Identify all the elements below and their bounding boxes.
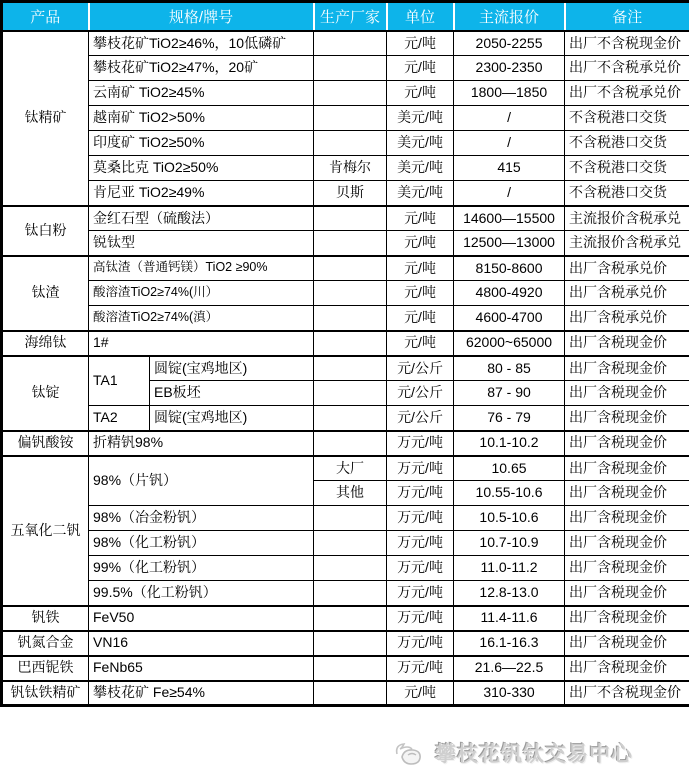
price-cell: / [454, 106, 565, 131]
col-header-note: 备注 [565, 2, 689, 31]
spec-cell: 云南矿 TiO2≥45% [89, 81, 314, 106]
table-row [2, 106, 689, 131]
price-cell: 80 - 85 [454, 356, 565, 381]
price-cell: 10.1-10.2 [454, 431, 565, 456]
spec-cell: EB板坯 [150, 381, 314, 406]
manufacturer-cell: 肯梅尔 [314, 156, 387, 181]
table-row [2, 681, 689, 706]
manufacturer-cell: 大厂 [314, 456, 387, 481]
manufacturer-cell [314, 331, 387, 356]
spec-cell: 98%（化工粉钒） [89, 531, 314, 556]
note-cell: 主流报价含税承兑 [565, 231, 689, 256]
unit-cell: 美元/吨 [387, 156, 454, 181]
watermark [392, 738, 633, 768]
price-cell: 10.55-10.6 [454, 481, 565, 506]
spec-cell: VN16 [89, 631, 314, 656]
spec-cell: 圆锭(宝鸡地区) [150, 406, 314, 431]
dove-logo-icon [392, 739, 430, 767]
note-cell: 出厂含税现金价 [565, 381, 689, 406]
spec-cell: 肯尼亚 TiO2≥49% [89, 181, 314, 206]
manufacturer-cell [314, 306, 387, 331]
unit-cell: 万元/吨 [387, 606, 454, 631]
note-cell: 出厂含税承兑价 [565, 306, 689, 331]
manufacturer-cell [314, 106, 387, 131]
price-cell: 10.65 [454, 456, 565, 481]
note-cell: 出厂不含税现金价 [565, 31, 689, 56]
unit-cell: 元/吨 [387, 81, 454, 106]
manufacturer-cell [314, 431, 387, 456]
unit-cell: 元/公斤 [387, 356, 454, 381]
product-cell: 钛锭 [2, 356, 89, 431]
unit-cell: 万元/吨 [387, 531, 454, 556]
unit-cell: 万元/吨 [387, 431, 454, 456]
grade-cell: TA1 [89, 356, 150, 406]
manufacturer-cell [314, 631, 387, 656]
note-cell: 出厂含税现金价 [565, 456, 689, 481]
price-cell: 76 - 79 [454, 406, 565, 431]
unit-cell: 元/吨 [387, 56, 454, 81]
table-row [2, 281, 689, 306]
spec-cell: 高钛渣（普通钙镁）TiO2 ≥90% [89, 256, 314, 281]
price-cell: 4600-4700 [454, 306, 565, 331]
manufacturer-cell [314, 531, 387, 556]
header-row [2, 2, 689, 31]
note-cell: 主流报价含税承兑 [565, 206, 689, 231]
note-cell: 出厂含税现金价 [565, 581, 689, 606]
product-cell: 五氧化二钒 [2, 456, 89, 606]
spec-cell: 攀枝花矿 Fe≥54% [89, 681, 314, 706]
product-cell: 海绵钛 [2, 331, 89, 356]
spec-cell: 印度矿 TiO2≥50% [89, 131, 314, 156]
spec-cell: 越南矿 TiO2>50% [89, 106, 314, 131]
table-row [2, 31, 689, 56]
unit-cell: 元/公斤 [387, 406, 454, 431]
manufacturer-cell [314, 31, 387, 56]
price-cell: 87 - 90 [454, 381, 565, 406]
manufacturer-cell: 贝斯 [314, 181, 387, 206]
unit-cell: 万元/吨 [387, 556, 454, 581]
note-cell: 出厂含税现金价 [565, 481, 689, 506]
spec-cell: 1# [89, 331, 314, 356]
table-row [2, 506, 689, 531]
unit-cell: 美元/吨 [387, 181, 454, 206]
unit-cell: 美元/吨 [387, 106, 454, 131]
manufacturer-cell [314, 606, 387, 631]
table-row [2, 356, 689, 381]
spec-cell: FeNb65 [89, 656, 314, 681]
price-cell: 21.6—22.5 [454, 656, 565, 681]
spec-cell: 99%（化工粉钒） [89, 556, 314, 581]
unit-cell: 万元/吨 [387, 631, 454, 656]
manufacturer-cell [314, 406, 387, 431]
col-header-spec: 规格/牌号 [89, 2, 314, 31]
price-cell: 2050-2255 [454, 31, 565, 56]
spec-cell: 圆锭(宝鸡地区) [150, 356, 314, 381]
manufacturer-cell [314, 231, 387, 256]
table-row [2, 606, 689, 631]
manufacturer-cell [314, 556, 387, 581]
unit-cell: 元/吨 [387, 306, 454, 331]
product-cell: 钛精矿 [2, 31, 89, 206]
table-row [2, 431, 689, 456]
note-cell: 出厂含税现金价 [565, 531, 689, 556]
manufacturer-cell [314, 656, 387, 681]
table-row [2, 406, 689, 431]
col-header-product: 产品 [2, 2, 89, 31]
spec-cell: 锐钛型 [89, 231, 314, 256]
unit-cell: 万元/吨 [387, 656, 454, 681]
table-row [2, 231, 689, 256]
table-row [2, 131, 689, 156]
product-cell: 偏钒酸铵 [2, 431, 89, 456]
table-row [2, 556, 689, 581]
col-header-price: 主流报价 [454, 2, 565, 31]
unit-cell: 万元/吨 [387, 481, 454, 506]
product-cell: 钛渣 [2, 256, 89, 331]
note-cell: 出厂不含税承兑价 [565, 81, 689, 106]
table-row [2, 656, 689, 681]
col-header-unit: 单位 [387, 2, 454, 31]
manufacturer-cell [314, 506, 387, 531]
note-cell: 出厂含税现金价 [565, 656, 689, 681]
product-cell: 钒氮合金 [2, 631, 89, 656]
note-cell: 出厂含税现金价 [565, 506, 689, 531]
table-row [2, 81, 689, 106]
spec-cell: 98%（冶金粉钒） [89, 506, 314, 531]
table-row [2, 631, 689, 656]
price-cell: 14600—15500 [454, 206, 565, 231]
manufacturer-cell [314, 256, 387, 281]
note-cell: 出厂含税现金价 [565, 556, 689, 581]
watermark-text: 攀枝花钒钛交易中心 [435, 743, 633, 766]
note-cell: 出厂含税承兑价 [565, 281, 689, 306]
unit-cell: 元/吨 [387, 256, 454, 281]
unit-cell: 元/公斤 [387, 381, 454, 406]
unit-cell: 元/吨 [387, 281, 454, 306]
table-row [2, 331, 689, 356]
price-cell: / [454, 181, 565, 206]
unit-cell: 万元/吨 [387, 456, 454, 481]
price-cell: 12.8-13.0 [454, 581, 565, 606]
manufacturer-cell [314, 356, 387, 381]
spec-cell: 莫桑比克 TiO2≥50% [89, 156, 314, 181]
note-cell: 出厂含税现金价 [565, 331, 689, 356]
note-cell: 出厂含税现金价 [565, 631, 689, 656]
spec-cell: FeV50 [89, 606, 314, 631]
note-cell: 出厂含税现金价 [565, 431, 689, 456]
manufacturer-cell [314, 681, 387, 706]
unit-cell: 元/吨 [387, 231, 454, 256]
note-cell: 出厂不含税承兑价 [565, 56, 689, 81]
table-row [2, 581, 689, 606]
note-cell: 不含税港口交货 [565, 181, 689, 206]
manufacturer-cell [314, 281, 387, 306]
table-row [2, 181, 689, 206]
note-cell: 不含税港口交货 [565, 156, 689, 181]
note-cell: 不含税港口交货 [565, 131, 689, 156]
unit-cell: 元/吨 [387, 331, 454, 356]
table-row [2, 531, 689, 556]
price-cell: 62000~65000 [454, 331, 565, 356]
spec-cell: 折精钒98% [89, 431, 314, 456]
spec-cell: 酸溶渣TiO2≥74%(滇） [89, 306, 314, 331]
manufacturer-cell [314, 206, 387, 231]
product-cell: 钒钛铁精矿 [2, 681, 89, 706]
spec-cell: 酸溶渣TiO2≥74%(川） [89, 281, 314, 306]
price-cell: 12500—13000 [454, 231, 565, 256]
table-row [2, 56, 689, 81]
price-cell: 8150-8600 [454, 256, 565, 281]
note-cell: 出厂不含税现金价 [565, 681, 689, 706]
price-cell: 10.5-10.6 [454, 506, 565, 531]
note-cell: 出厂含税现金价 [565, 406, 689, 431]
grade-cell: TA2 [89, 406, 150, 431]
spec-cell: 攀枝花矿TiO2≥46%，10低磷矿 [89, 31, 314, 56]
table-row [2, 256, 689, 281]
unit-cell: 美元/吨 [387, 131, 454, 156]
manufacturer-cell [314, 81, 387, 106]
spec-cell: 攀枝花矿TiO2≥47%，20矿 [89, 56, 314, 81]
unit-cell: 元/吨 [387, 206, 454, 231]
note-cell: 出厂含税承兑价 [565, 256, 689, 281]
price-cell: 1800—1850 [454, 81, 565, 106]
price-cell: 415 [454, 156, 565, 181]
note-cell: 不含税港口交货 [565, 106, 689, 131]
product-cell: 钛白粉 [2, 206, 89, 256]
product-cell: 钒铁 [2, 606, 89, 631]
spec-cell: 98%（片钒） [89, 456, 314, 506]
table-row [2, 156, 689, 181]
price-cell: 11.0-11.2 [454, 556, 565, 581]
spec-cell: 99.5%（化工粉钒） [89, 581, 314, 606]
manufacturer-cell [314, 56, 387, 81]
table-row [2, 456, 689, 481]
unit-cell: 万元/吨 [387, 506, 454, 531]
unit-cell: 元/吨 [387, 31, 454, 56]
table-row [2, 306, 689, 331]
table-row [2, 206, 689, 231]
unit-cell: 元/吨 [387, 681, 454, 706]
product-cell: 巴西铌铁 [2, 656, 89, 681]
col-header-manufacturer: 生产厂家 [314, 2, 387, 31]
price-cell: / [454, 131, 565, 156]
price-cell: 310-330 [454, 681, 565, 706]
note-cell: 出厂含税现金价 [565, 356, 689, 381]
manufacturer-cell: 其他 [314, 481, 387, 506]
manufacturer-cell [314, 381, 387, 406]
price-cell: 16.1-16.3 [454, 631, 565, 656]
price-cell: 10.7-10.9 [454, 531, 565, 556]
manufacturer-cell [314, 581, 387, 606]
unit-cell: 万元/吨 [387, 581, 454, 606]
price-cell: 2300-2350 [454, 56, 565, 81]
price-cell: 4800-4920 [454, 281, 565, 306]
manufacturer-cell [314, 131, 387, 156]
note-cell: 出厂含税现金价 [565, 606, 689, 631]
spec-cell: 金红石型（硫酸法） [89, 206, 314, 231]
price-cell: 11.4-11.6 [454, 606, 565, 631]
